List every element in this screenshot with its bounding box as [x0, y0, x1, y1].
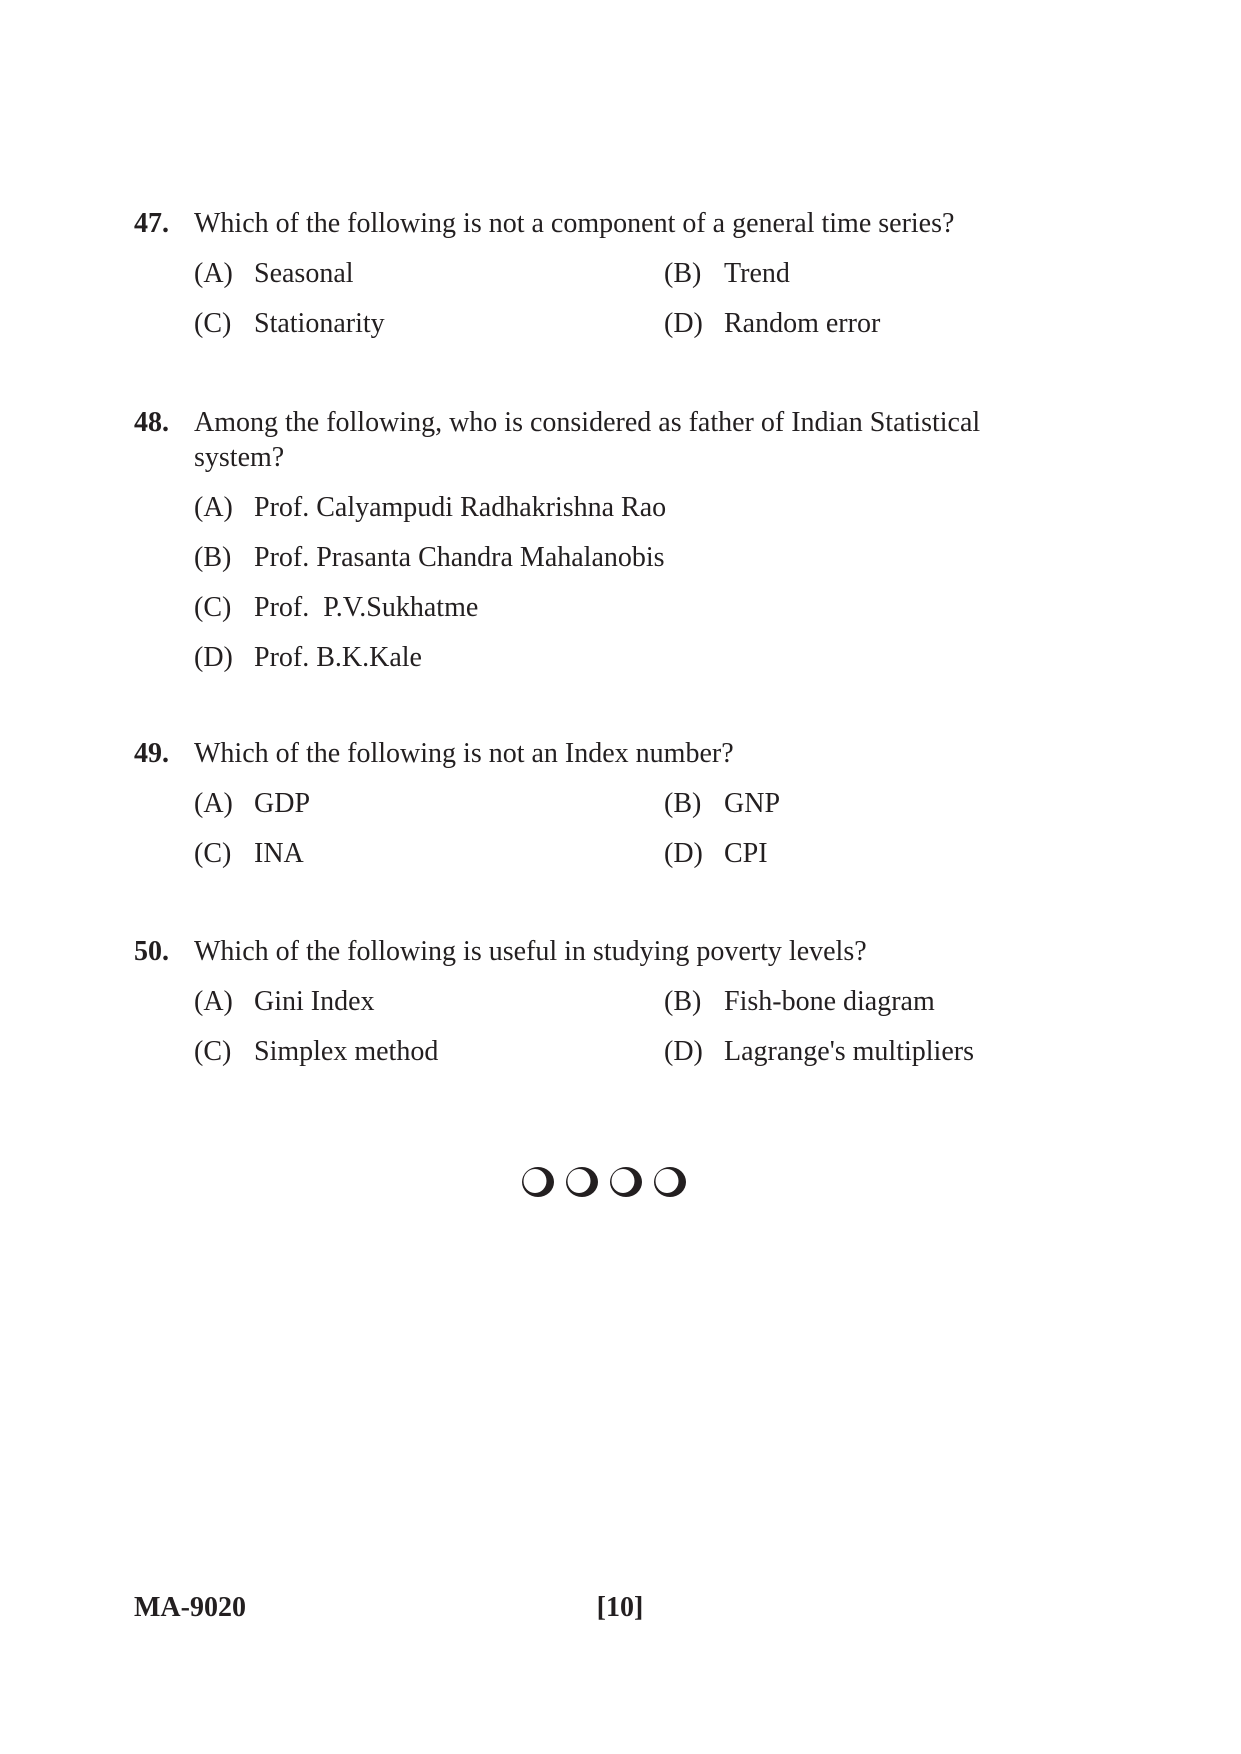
option-label: (D) [664, 1036, 703, 1067]
option-label: (D) [664, 838, 703, 869]
option-d[interactable] [664, 306, 1084, 341]
shadowed-circle-icon [654, 1167, 686, 1197]
option-label: (A) [194, 986, 233, 1017]
option-a[interactable] [194, 786, 664, 821]
option-a[interactable] [194, 256, 664, 291]
option-label: (B) [664, 986, 702, 1017]
option-label: (C) [194, 1036, 232, 1067]
shadowed-circle-icon [610, 1167, 642, 1197]
option-text: Simplex method [254, 1036, 439, 1067]
paper-code: MA-9020 [134, 1592, 246, 1623]
option-text: Stationarity [254, 308, 385, 339]
option-c[interactable] [194, 306, 664, 341]
option-b[interactable] [664, 256, 1084, 291]
shadowed-circle-icon [566, 1167, 598, 1197]
option-label: (C) [194, 592, 232, 623]
option-d[interactable] [194, 640, 1034, 675]
option-label: (A) [194, 492, 233, 523]
option-b[interactable] [664, 984, 1084, 1019]
option-d[interactable] [664, 1034, 1084, 1069]
option-label: (B) [664, 258, 702, 289]
option-b[interactable] [664, 786, 1084, 821]
question-header [134, 736, 1034, 771]
question-number: 50. [134, 936, 169, 967]
question-text: Which of the following is not a component of a general time series? [194, 208, 955, 239]
option-text: Prof. Calyampudi Radhakrishna Rao [254, 492, 667, 523]
option-b[interactable] [194, 540, 1034, 575]
option-text: Prof. B.K.Kale [254, 642, 422, 673]
option-text: Seasonal [254, 258, 354, 289]
options-grid [194, 786, 1034, 871]
option-text: CPI [724, 838, 768, 869]
option-label: (C) [194, 308, 232, 339]
option-d[interactable] [664, 836, 1084, 871]
question-50 [134, 934, 1034, 1069]
question-47 [134, 206, 1034, 341]
option-label: (A) [194, 788, 233, 819]
option-text: Trend [724, 258, 790, 289]
option-label: (B) [194, 542, 232, 573]
question-49 [134, 736, 1034, 871]
question-text: Among the following, who is considered as father of Indian Statistical system? [194, 407, 981, 473]
question-number: 49. [134, 738, 169, 769]
option-label: (B) [664, 788, 702, 819]
option-text: Random error [724, 308, 881, 339]
options-list [194, 490, 1034, 675]
question-number: 48. [134, 407, 169, 438]
option-c[interactable] [194, 590, 1034, 625]
option-text: Prof. Prasanta Chandra Mahalanobis [254, 542, 665, 573]
shadowed-circle-icon [522, 1167, 554, 1197]
option-label: (C) [194, 838, 232, 869]
question-number: 47. [134, 208, 169, 239]
question-text: Which of the following is not an Index number? [194, 738, 734, 769]
question-header [134, 934, 1034, 969]
option-text: GDP [254, 788, 311, 819]
options-grid [194, 256, 1034, 341]
question-text: Which of the following is useful in studying poverty levels? [194, 936, 867, 967]
option-text: Lagrange's multipliers [724, 1036, 974, 1067]
option-a[interactable] [194, 490, 1034, 525]
option-c[interactable] [194, 836, 664, 871]
options-grid [194, 984, 1034, 1069]
page-number: [10] [596, 1592, 644, 1623]
option-label: (A) [194, 258, 233, 289]
option-c[interactable] [194, 1034, 664, 1069]
option-text: GNP [724, 788, 781, 819]
option-text: Prof. P.V.Sukhatme [254, 592, 479, 623]
option-text: Gini Index [254, 986, 375, 1017]
question-header [134, 206, 1034, 241]
option-label: (D) [664, 308, 703, 339]
option-a[interactable] [194, 984, 664, 1019]
end-ornament [520, 1162, 690, 1202]
option-text: INA [254, 838, 304, 869]
question-48 [134, 405, 1034, 690]
option-text: Fish-bone diagram [724, 986, 935, 1017]
question-header [134, 405, 1034, 475]
option-label: (D) [194, 642, 233, 673]
